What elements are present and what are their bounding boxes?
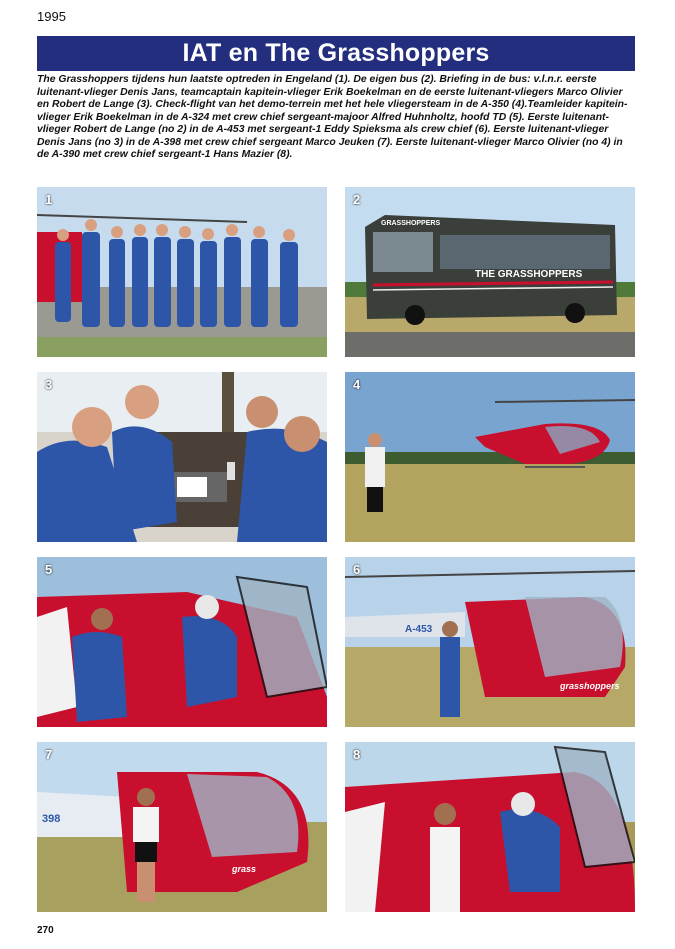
- a390-image: [345, 742, 635, 912]
- year-label: 1995: [37, 9, 66, 24]
- pilot-center: [112, 426, 177, 532]
- crew-chief: [133, 807, 159, 842]
- team-lineup-image: [37, 187, 327, 357]
- page-number: 270: [37, 925, 54, 936]
- paper: [177, 477, 207, 497]
- photo-number: 4: [353, 377, 361, 392]
- photo-number: 8: [353, 747, 361, 762]
- photo-number: 2: [353, 192, 361, 207]
- a453-image: [345, 557, 635, 727]
- crew-chief: [430, 827, 460, 912]
- photo-5-teamleader-cockpit: [37, 557, 327, 727]
- page-title: IAT en The Grasshoppers: [37, 36, 635, 71]
- photo-number: 6: [353, 562, 361, 577]
- photo-1-team-lineup: [37, 187, 327, 357]
- team-bus-image: [345, 187, 635, 357]
- nose-lettering: grass: [232, 864, 257, 874]
- pilot-seated: [182, 616, 237, 707]
- tail-code: A-453: [405, 624, 433, 635]
- briefing-image: [37, 372, 327, 542]
- check-flight-image: [345, 372, 635, 542]
- photo-8-a390: [345, 742, 635, 912]
- photo-number: 3: [45, 377, 53, 392]
- photo-7-a398: [37, 742, 327, 912]
- photo-6-a453: [345, 557, 635, 727]
- ground-marshal: [365, 447, 385, 487]
- photo-2-team-bus: [345, 187, 635, 357]
- photo-3-briefing: [37, 372, 327, 542]
- photo-number: 1: [45, 192, 53, 207]
- photo-number: 5: [45, 562, 53, 577]
- crew-chief: [72, 632, 127, 722]
- a398-image: [37, 742, 327, 912]
- nose-lettering: grasshoppers: [560, 681, 620, 691]
- bus-label: THE GRASSHOPPERS: [475, 269, 583, 280]
- bus-roof-logo: GRASSHOPPERS: [381, 220, 441, 227]
- photo-4-check-flight: [345, 372, 635, 542]
- photo-number: 7: [45, 747, 53, 762]
- tail-code: 398: [42, 813, 61, 825]
- pilot-seated: [500, 809, 560, 892]
- photo-caption: The Grasshoppers tijdens hun laatste optreden in Engeland (1). De eigen bus (2). Briefing in de bus: v.l.n.r. eerste luitenant-vlieger Denis Jans, teamcaptain kapitein-vlieger Erik Boekelman en de eerste luitenant-vliegers Marco Olivier en Robert de Lange (3). Check-flight van het demo-terrein met het hele vliegersteam in de A-350 (4).Teamleider kapitein-vlieger Erik Boekelman in de A-324 met crew chief sergeant-majoor Alfred Huhnholtz, hoofd TD (5). Eerste luitenant-vlieger Robert de Lange (no 2) in de A-453 met sergeant-1 Eddy Spieksma als crew chief (6). Eerste luitenant-vlieger Denis Jans (no 3) in de A-398 met crew chief sergeant Marco Jeuken (7). Eerste luitenant-vlieger Marco Olivier (no 4) in de A-390 met crew chief sergeant-1 Hans Mazier (8).: [37, 74, 628, 160]
- teamleader-cockpit-image: [37, 557, 327, 727]
- crew-chief: [440, 637, 460, 717]
